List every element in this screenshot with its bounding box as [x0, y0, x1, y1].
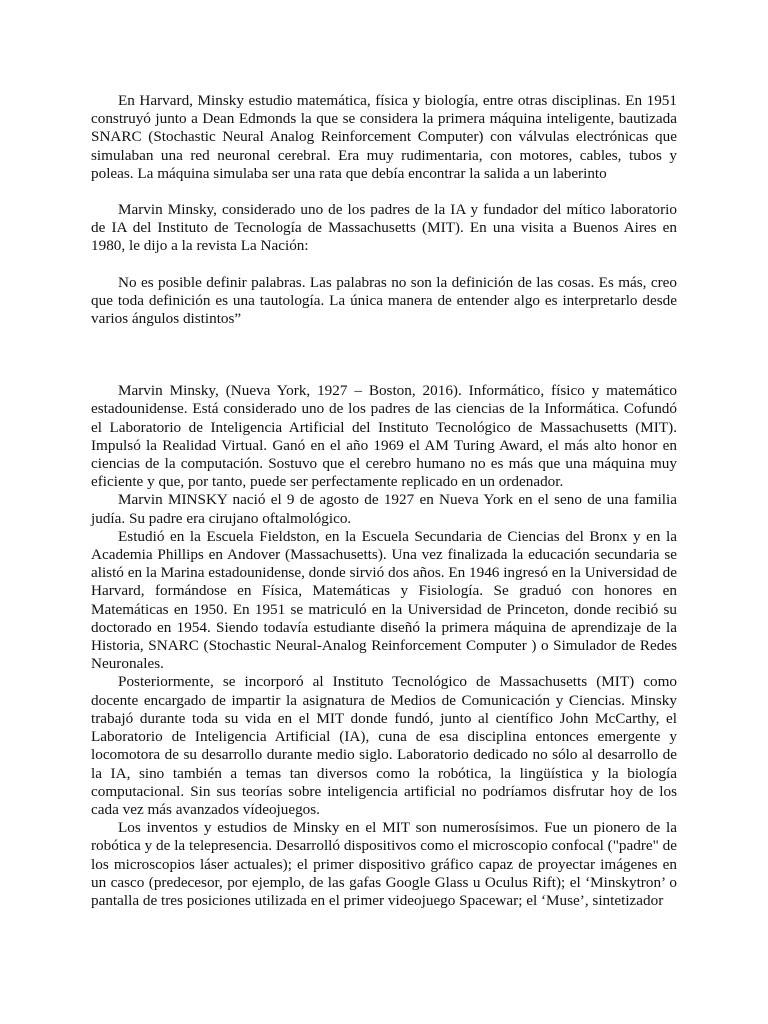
paragraph-birth: Marvin MINSKY nació el 9 de agosto de 1927 en Nueva York en el seno de una familia judía. Su padre era cirujano oftalmológico.	[91, 491, 677, 527]
document-page	[91, 92, 677, 910]
paragraph-biography: Marvin Minsky, (Nueva York, 1927 – Boston, 2016). Informático, físico y matemático estadounidense. Está considerado uno de los padres de las ciencias de la Informática. Cofundó el Laboratorio de Inteligencia Artificial del Instituto Tecnológico de Massachusetts (MIT). Impulsó la Realidad Virtual. Ganó en el año 1969 el AM Turing Award, el más alto honor en ciencias de la computación. Sostuvo que el cerebro humano no es más que una máquina muy eficiente y que, por tanto, puede ser perfectamente replicado en un ordenador.	[91, 382, 677, 491]
paragraph-intro-minsky: Marvin Minsky, considerado uno de los padres de la IA y fundador del mítico laboratorio de IA del Instituto de Tecnología de Massachusetts (MIT). En una visita a Buenos Aires en 1980, le dijo a la revista La Nación:	[91, 201, 677, 255]
paragraph-education: Estudió en la Escuela Fieldston, en la Escuela Secundaria de Ciencias del Bronx y en la Academia Phillips en Andover (Massachusetts). Una vez finalizada la educación secundaria se alistó en la Marina estadounidense, donde sirvió dos años. En 1946 ingresó en la Universidad de Harvard, formándose en Física, Matemáticas y Fisiología. Se graduó con honores en Matemáticas en 1950. En 1951 se matriculó en la Universidad de Princeton, donde recibió su doctorado en 1954. Siendo todavía estudiante diseñó la primera máquina de aprendizaje de la Historia, SNARC (Stochastic Neural-Analog Reinforcement Computer ) o Simulador de Redes Neuronales.	[91, 527, 677, 673]
paragraph-harvard-snarc: En Harvard, Minsky estudio matemática, física y biología, entre otras disciplinas. En 1951 construyó junto a Dean Edmonds la que se considera la primera máquina inteligente, bautizada SNARC (Stochastic Neural Analog Reinforcement Computer) con válvulas electrónicas que simulaban una red neuronal cerebral. Era muy rudimentaria, con motores, cables, tubos y poleas. La máquina simulaba ser una rata que debía encontrar la salida a un laberinto	[91, 92, 677, 182]
paragraph-inventions: Los inventos y estudios de Minsky en el MIT son numerosísimos. Fue un pionero de la robótica y de la telepresencia. Desarrolló dispositivos como el microscopio confocal ("padre" de los microscopios láser actuales); el primer dispositivo gráfico capaz de proyectar imágenes en un casco (predecesor, por ejemplo, de las gafas Google Glass u Oculus Rift); el ‘Minskytron’ o pantalla de tres posiciones utilizada en el primer videojuego Spacewar; el ‘Muse’, sintetizador	[91, 819, 677, 909]
paragraph-quote: No es posible definir palabras. Las palabras no son la definición de las cosas. Es más, creo que toda definición es una tautología. La única manera de entender algo es interpretarlo desde varios ángulos distintos”	[91, 273, 677, 328]
paragraph-mit-career: Posteriormente, se incorporó al Instituto Tecnológico de Massachusetts (MIT) como docente encargado de impartir la asignatura de Medios de Comunicación y Ciencias. Minsky trabajó durante toda su vida en el MIT donde fundó, junto al científico John McCarthy, el Laboratorio de Inteligencia Artificial (IA), cuna de esa disciplina entonces emergente y locomotora de su desarrollo durante medio siglo. Laboratorio dedicado no sólo al desarrollo de la IA, sino también a temas tan diversos como la robótica, la lingüística y la biología computacional. Sin sus teorías sobre inteligencia artificial no podríamos disfrutar hoy de los cada vez más avanzados vídeojuegos.	[91, 673, 677, 818]
